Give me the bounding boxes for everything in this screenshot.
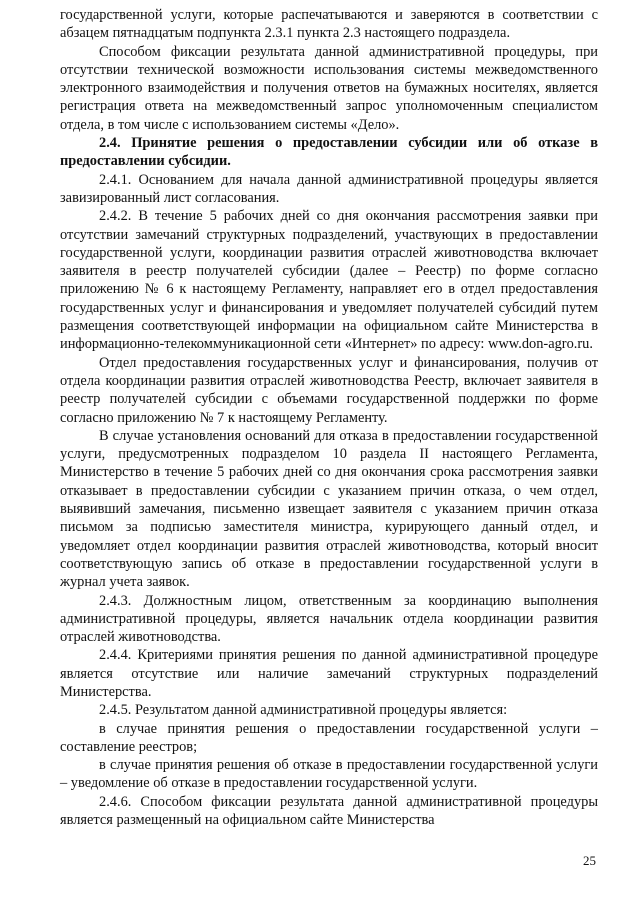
paragraph-result-approval: в случае принятия решения о предоставлении государственной услуги – составление реестров;	[60, 720, 598, 755]
paragraph-2-4-6: 2.4.6. Способом фиксации результата данной административной процедуры является размещенный на официальном сайте Министерства	[60, 793, 598, 829]
paragraph-finance-department: Отдел предоставления государственных услуг и финансирования, получив от отдела координации развития отраслей животноводства Реестр, включает заявителя в реестр получателей субсидии с объемами государственной поддержки по форме согласно приложению № 7 к настоящему Регламенту.	[60, 354, 598, 426]
document-page	[60, 6, 598, 829]
paragraph-2-4-2: 2.4.2. В течение 5 рабочих дней со дня окончания рассмотрения заявки при отсутствии замечаний структурных подразделений, участвующих в предоставлении государственной услуги, координации развития отраслей животноводства включает заявителя в реестр получателей субсидии (далее – Реестр) по форме согласно приложению № 6 к настоящему Регламенту, направляет его в отдел предоставления государственных услуг и финансирования и уведомляет получателей субсидий путем размещения соответствующей информации на официальном сайте Министерства в информационно-телекоммуникационной сети «Интернет» по адресу: www.don-agro.ru.	[60, 208, 598, 353]
section-heading-2-4: 2.4. Принятие решения о предоставлении субсидии или об отказе в предоставлении субсидии.	[60, 135, 598, 170]
paragraph-fixation-method: Способом фиксации результата данной административной процедуры, при отсутствии технической возможности использования системы межведомственного электронного взаимодействия и получения ответов на бумажных носителях, является регистрация ответа на межведомственный запрос уполномоченным специалистом отдела, в том числе с использованием системы «Дело».	[60, 43, 598, 133]
paragraph-2-4-5: 2.4.5. Результатом данной административной процедуры является:	[99, 702, 508, 719]
paragraph-continuation: государственной услуги, которые распечатываются и заверяются в соответствии с абзацем пятнадцатым подпункта 2.3.1 пункта 2.3 настоящего подраздела.	[60, 7, 598, 42]
paragraph-2-4-3: 2.4.3. Должностным лицом, ответственным за координацию выполнения административной процедуры, является начальник отдела координации развития отраслей животноводства.	[60, 592, 598, 646]
paragraph-2-4-1: 2.4.1. Основанием для начала данной административной процедуры является завизированный лист согласования.	[60, 171, 598, 206]
page-number: 25	[583, 853, 596, 868]
paragraph-refusal-case: В случае установления оснований для отказа в предоставлении государственной услуги, предусмотренных подразделом 10 раздела II настоящего Регламента, Министерство в течение 5 рабочих дней со дня окончания срока рассмотрения заявки отказывает в предоставлении субсидии с указанием причин отказа, о чем отдел, выявивший замечания, письменно извещает заявителя с указанием причин отказа письмом за подписью заместителя министра, курирующего данный отдел, и уведомляет отдел координации развития отраслей животноводства, который вносит соответствующую запись об отказе в предоставлении государственной услуги в журнал учета заявок.	[60, 427, 598, 591]
paragraph-2-4-4: 2.4.4. Критериями принятия решения по данной административной процедуре является отсутствие или наличие замечаний структурных подразделений Министерства.	[60, 647, 598, 700]
paragraph-result-refusal: в случае принятия решения об отказе в предоставлении государственной услуги – уведомление об отказе в предоставлении государственной услуги.	[60, 757, 598, 792]
